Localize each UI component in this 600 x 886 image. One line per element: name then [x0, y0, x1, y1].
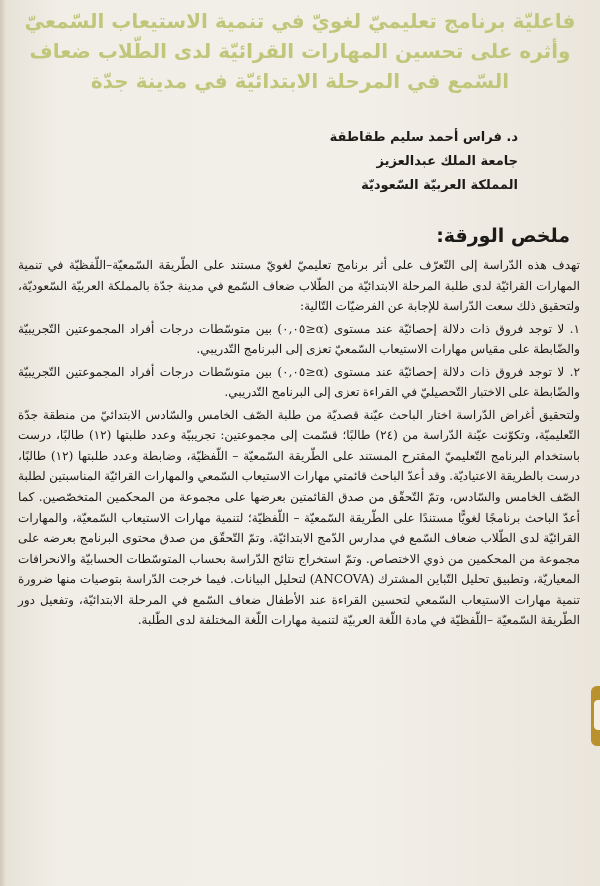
title-line-2: وأثره على تحسين المهارات القرائيّة لدى الطّلاب ضعاف	[29, 39, 571, 63]
author-block	[98, 126, 518, 198]
abstract-hypothesis-1: ١. لا توجد فروق ذات دلالة إحصائيّة عند مستوى (α≤٠,٠٥) بين متوسّطات درجات أفراد المجموعتين التّجريبيّة والضّابطة على مقياس مهارات الاستيعاب السّمعيّ تعزى إلى البرنامج التّدريبي.	[18, 321, 580, 357]
author-university: جامعة الملك عبدالعزيز	[376, 154, 518, 169]
abstract-hypothesis-2: ٢. لا توجد فروق ذات دلالة إحصائيّة عند مستوى (α≤٠,٠٥) بين متوسّطات درجات أفراد المجموعتين التّجريبيّة والضّابطة على الاختبار التّحصيليّ في القراءة تعزى إلى البرنامج التّدريبي.	[18, 364, 580, 400]
abstract-heading: ملخص الورقة:	[436, 225, 570, 247]
page-tab-marker-inner	[594, 700, 600, 730]
author-name: د. فراس أحمد سليم طقاطقة	[329, 130, 518, 145]
title-line-3: السّمع في المرحلة الابتدائيّة في مدينة جدّة	[90, 69, 510, 93]
page-binding-shadow	[0, 0, 6, 886]
author-country: المملكة العربيّة السّعوديّة	[361, 178, 518, 193]
paper-title	[18, 6, 582, 96]
abstract-paragraph-method: ولتحقيق أغراض الدّراسة اختار الباحث عيّنة قصديّة من طلبة الصّف الخامس والسّادس الابتدائيّ من منطقة جدّة التّعليميّة، وتكوّنت عيّنة الدّراسة من (٢٤) طالبًا؛ قسّمت إلى مجموعتين: تجريبيّة وعدد طلبتها (١٢) طالبًا، درست باستخدام البرنامج التّعليميّ المقترح المستند على الطّريقة السّمعيّة – اللّفظيّة، وضابطة وعدد طلبتها (١٢) طالبًا، درست بالطريقة الاعتياديّة. وقد أعدّ الباحث قائمتي مهارات الاستيعاب السّمعي والمهارات القرائيّة المناسبتين لطلبة الصّف الخامس والسّادس، وتمّ التّحقّق من صدق القائمتين بعرضها على مجموعة من المحكمين المتخصّصين. كما أعدّ الباحث برنامجًا لغويًّا مستندًا على الطّريقة السّمعيّة – اللّفظيّة؛ لتنمية مهارات الاستيعاب السّمعيّة، والمهارات القرائيّة لدى الطّلاب ضعاف السّمع في مدارس الدّمج الابتدائيّة. وتمّ التّحقّق من صدق محتوى البرنامج بعرضه على مجموعة من المحكمين من ذوي الاختصاص. وتمّ استخراج نتائج الدّراسة بحساب المتوسّطات الحسابيّة والانحرافات المعياريّة، وتطبيق تحليل التّباين المشترك (ANCOVA) لتحليل البيانات. فيما خرجت الدّراسة بتوصيات منها ضرورة تنمية مهارات الاستيعاب السّمعي لتحسين القراءة عند الأطفال ضعاف السّمع في المرحلة الابتدائيّة، وتفعيل دور الطّريقة السّمعيّة –اللّفظيّة في مادة اللّغة العربيّة لتنمية مهارات اللّغة المختلفة لدى الطّلبة.	[18, 407, 581, 628]
abstract-paragraph-intro: تهدف هذه الدّراسة إلى التّعرّف على أثر برنامج تعليميّ لغويّ مستند على الطّريقة السّمعيّة–اللّفظيّة في تنمية المهارات القرائيّة لدى طلبة المرحلة الابتدائيّة من الطّلاب ضعاف السّمع في مدينة جدّة بالمملكة العربيّة السّعوديّة، ولتحقيق ذلك سعت الدّراسة للإجابة عن الفرضيّات التّالية:	[18, 258, 580, 314]
abstract-body	[18, 255, 580, 631]
title-line-1: فاعليّة برنامج تعليميّ لغويّ في تنمية الاستيعاب السّمعيّ	[24, 9, 576, 33]
